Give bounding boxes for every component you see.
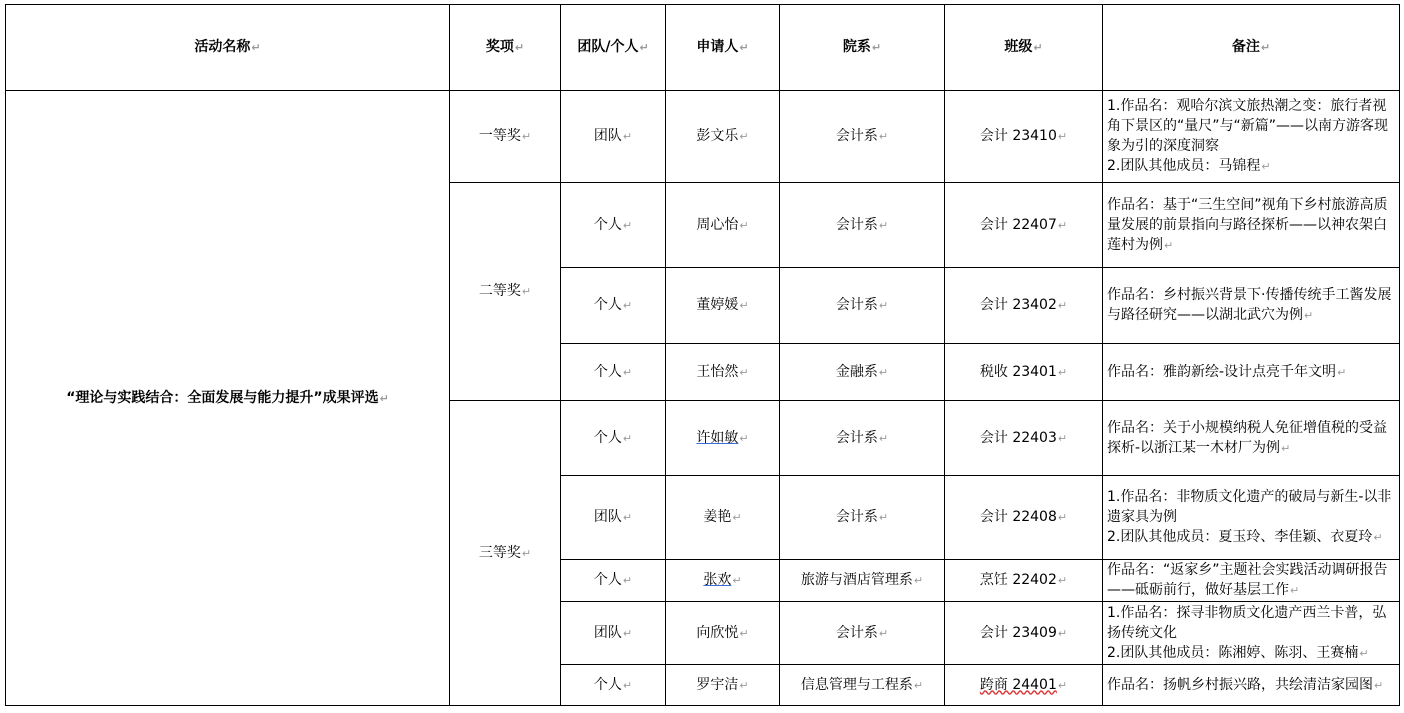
- remarks-cell: 作品名：关于小规模纳税人免征增值税的受益探析-以浙江某一木材厂为例↵: [1103, 401, 1400, 476]
- type-cell: 个人↵: [561, 665, 666, 706]
- type-cell: 个人↵: [561, 183, 666, 268]
- award-third-cell: 三等奖↵: [450, 401, 561, 706]
- department-cell: 会计系↵: [780, 268, 945, 344]
- applicant-cell: 罗宇洁↵: [666, 665, 780, 706]
- class-cell: 会计 22403↵: [945, 401, 1103, 476]
- header-department: 院系↵: [780, 5, 945, 91]
- type-cell: 团队↵: [561, 602, 666, 665]
- header-class: 班级↵: [945, 5, 1103, 91]
- header-activity: 活动名称↵: [6, 5, 450, 91]
- activity-name-cell: “理论与实践结合：全面发展与能力提升”成果评选↵: [6, 91, 450, 706]
- department-cell: 会计系↵: [780, 602, 945, 665]
- applicant-cell: 张欢↵: [666, 560, 780, 602]
- remarks-cell: 作品名：基于“三生空间”视角下乡村旅游高质量发展的前景指向与路径探析——以神农架白莲村为例↵: [1103, 183, 1400, 268]
- header-type: 团队/个人↵: [561, 5, 666, 91]
- remarks-cell: [1103, 91, 1400, 183]
- department-cell: 会计系↵: [780, 183, 945, 268]
- remarks-cell: [1103, 602, 1400, 665]
- applicant-cell: 王怡然↵: [666, 344, 780, 401]
- department-cell: 旅游与酒店管理系↵: [780, 560, 945, 602]
- applicant-cell: 许如敏↵: [666, 401, 780, 476]
- remark-line: 1.作品名：探寻非物质文化遗产西兰卡普，弘扬传统文化: [1107, 604, 1387, 641]
- department-cell: 会计系↵: [780, 401, 945, 476]
- class-cell: 跨商 24401↵: [945, 665, 1103, 706]
- remark-line: 2.团队其他成员：夏玉玲、李佳颖、衣夏玲↵: [1107, 529, 1383, 545]
- remark-line: 2.团队其他成员：马锦程↵: [1107, 158, 1271, 174]
- type-cell: 个人↵: [561, 268, 666, 344]
- department-cell: 会计系↵: [780, 91, 945, 183]
- remarks-cell: [1103, 476, 1400, 560]
- applicant-cell: 姜艳↵: [666, 476, 780, 560]
- award-results-table: [5, 4, 1400, 706]
- remarks-cell: 作品名：扬帆乡村振兴路，共绘清洁家园图↵: [1103, 665, 1400, 706]
- applicant-cell: 彭文乐↵: [666, 91, 780, 183]
- department-cell: 信息管理与工程系↵: [780, 665, 945, 706]
- department-cell: 金融系↵: [780, 344, 945, 401]
- class-cell: 税收 23401↵: [945, 344, 1103, 401]
- type-cell: 个人↵: [561, 344, 666, 401]
- remark-line: 1.作品名：非物质文化遗产的破局与新生-以非遗家具为例: [1107, 489, 1392, 525]
- class-cell: 烹饪 22402↵: [945, 560, 1103, 602]
- type-cell: 个人↵: [561, 401, 666, 476]
- remark-line: 2.团队其他成员：陈湘婷、陈羽、王赛楠↵: [1107, 644, 1369, 661]
- table-header-row: [6, 5, 1400, 91]
- applicant-cell: 周心怡↵: [666, 183, 780, 268]
- award-second-cell: 二等奖↵: [450, 183, 561, 401]
- table-row: [6, 91, 1400, 183]
- header-remarks: 备注↵: [1103, 5, 1400, 91]
- award-first-cell: 一等奖↵: [450, 91, 561, 183]
- department-cell: 会计系↵: [780, 476, 945, 560]
- class-cell: 会计 22407↵: [945, 183, 1103, 268]
- class-cell: 会计 22408↵: [945, 476, 1103, 560]
- type-cell: 个人↵: [561, 560, 666, 602]
- remarks-cell: 作品名：“返家乡”主题社会实践活动调研报告——砥砺前行，做好基层工作↵: [1103, 560, 1400, 602]
- applicant-cell: 董婷媛↵: [666, 268, 780, 344]
- header-award: 奖项↵: [450, 5, 561, 91]
- type-cell: 团队↵: [561, 91, 666, 183]
- remark-line: 1.作品名：观哈尔滨文旅热潮之变：旅行者视角下景区的“量尺”与“新篇”——以南方游客现象为引的深度洞察: [1107, 98, 1389, 154]
- applicant-cell: 向欣悦↵: [666, 602, 780, 665]
- class-cell: 会计 23410↵: [945, 91, 1103, 183]
- class-cell: 会计 23402↵: [945, 268, 1103, 344]
- type-cell: 团队↵: [561, 476, 666, 560]
- header-applicant: 申请人↵: [666, 5, 780, 91]
- remarks-cell: 作品名：乡村振兴背景下·传播传统手工酱发展与路径研究——以湖北武穴为例↵: [1103, 268, 1400, 344]
- remarks-cell: 作品名：雅韵新绘-设计点亮千年文明↵: [1103, 344, 1400, 401]
- class-cell: 会计 23409↵: [945, 602, 1103, 665]
